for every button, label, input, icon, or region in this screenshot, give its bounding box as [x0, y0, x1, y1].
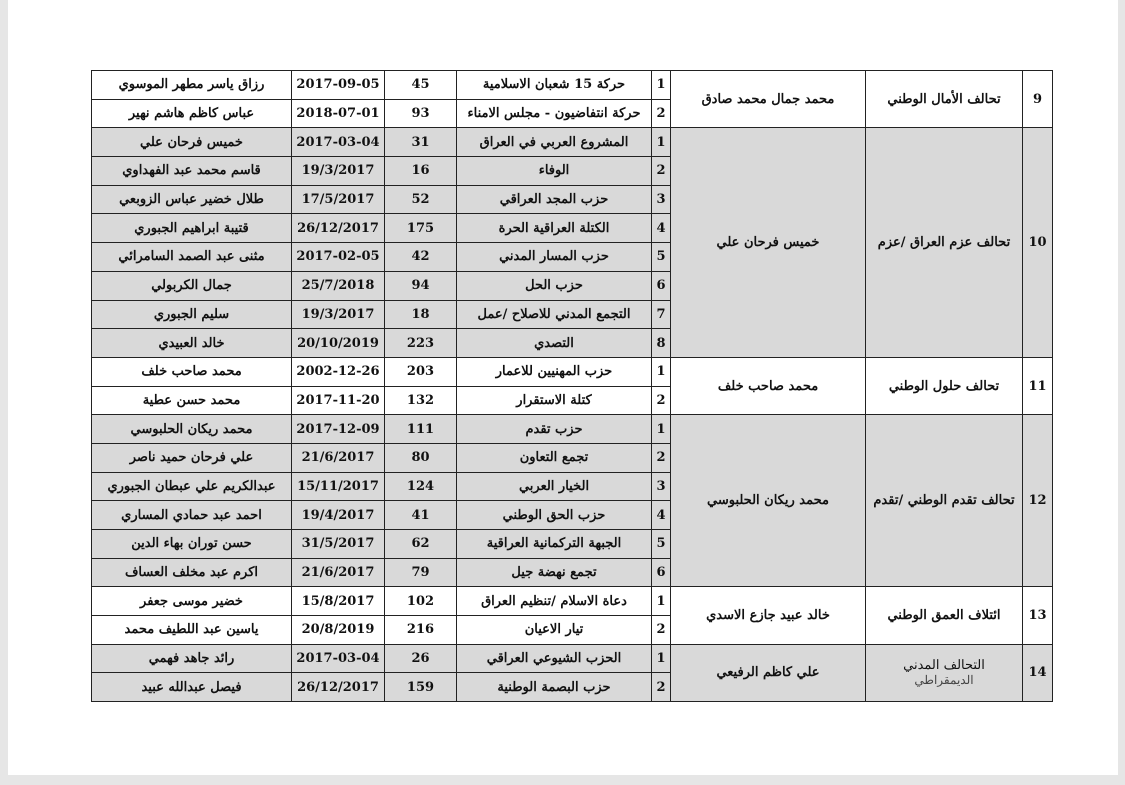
coalition-name-line2: الديمقراطي: [914, 673, 974, 688]
coalition-name-text: تحالف تقدم الوطني /تقدم: [873, 493, 1015, 509]
party-leader: عبدالكريم علي عبطان الجبوري: [92, 472, 292, 501]
registration-date: 20/8/2019: [292, 616, 385, 645]
party-leader: علي فرحان حميد ناصر: [92, 443, 292, 472]
coalition-name: [866, 644, 1023, 701]
coalition-name-text: التحالف المدني: [903, 658, 985, 674]
party-number: 1: [652, 128, 671, 157]
coalition-leader: محمد صاحب خلف: [671, 357, 866, 414]
party-leader: مثنى عبد الصمد السامرائي: [92, 243, 292, 272]
party-name: حزب المجد العراقي: [457, 185, 652, 214]
party-number: 2: [652, 386, 671, 415]
registration-date: 19/3/2017: [292, 300, 385, 329]
registration-date: 21/6/2017: [292, 558, 385, 587]
party-leader: محمد حسن عطية: [92, 386, 292, 415]
party-name: دعاة الاسلام /تنظيم العراق: [457, 587, 652, 616]
party-leader: ياسين عبد اللطيف محمد: [92, 616, 292, 645]
party-name: الحزب الشيوعي العراقي: [457, 644, 652, 673]
coalition-leader: محمد جمال محمد صادق: [671, 71, 866, 128]
party-number: 1: [652, 415, 671, 444]
registration-number: 94: [385, 271, 457, 300]
document-page: [8, 0, 1118, 775]
registration-number: 41: [385, 501, 457, 530]
coalition-index: 13: [1023, 587, 1053, 644]
registration-number: 132: [385, 386, 457, 415]
registration-date: 17/5/2017: [292, 185, 385, 214]
party-number: 3: [652, 185, 671, 214]
party-name: الوفاء: [457, 157, 652, 186]
party-name: تجمع التعاون: [457, 443, 652, 472]
party-leader: محمد صاحب خلف: [92, 357, 292, 386]
party-name: المشروع العربي في العراق: [457, 128, 652, 157]
coalitions-table: [91, 70, 1053, 702]
registration-date: 19/4/2017: [292, 501, 385, 530]
registration-number: 223: [385, 329, 457, 358]
coalition-index: 14: [1023, 644, 1053, 701]
party-leader: سليم الجبوري: [92, 300, 292, 329]
party-leader: جمال الكربولي: [92, 271, 292, 300]
registration-number: 18: [385, 300, 457, 329]
party-leader: رزاق ياسر مطهر الموسوي: [92, 71, 292, 100]
party-name: تجمع نهضة جيل: [457, 558, 652, 587]
coalition-leader: خميس فرحان علي: [671, 128, 866, 358]
coalition-index: 10: [1023, 128, 1053, 358]
coalition-leader: خالد عبيد جازع الاسدي: [671, 587, 866, 644]
party-name: حزب تقدم: [457, 415, 652, 444]
registration-number: 93: [385, 99, 457, 128]
table-row: [92, 71, 1053, 100]
table-body: [92, 71, 1053, 702]
registration-date: 26/12/2017: [292, 214, 385, 243]
registration-number: 26: [385, 644, 457, 673]
party-number: 2: [652, 673, 671, 702]
party-number: 1: [652, 357, 671, 386]
party-number: 1: [652, 71, 671, 100]
registration-number: 203: [385, 357, 457, 386]
registration-number: 52: [385, 185, 457, 214]
registration-date: 20/10/2019: [292, 329, 385, 358]
party-number: 6: [652, 558, 671, 587]
coalition-name: [866, 71, 1023, 128]
registration-number: 159: [385, 673, 457, 702]
party-number: 2: [652, 616, 671, 645]
registration-number: 42: [385, 243, 457, 272]
table-row: [92, 644, 1053, 673]
table-row: [92, 587, 1053, 616]
party-number: 4: [652, 501, 671, 530]
party-number: 6: [652, 271, 671, 300]
party-number: 4: [652, 214, 671, 243]
registration-number: 102: [385, 587, 457, 616]
registration-number: 16: [385, 157, 457, 186]
coalition-name-text: ائتلاف العمق الوطني: [887, 608, 1001, 624]
registration-date: 31/5/2017: [292, 530, 385, 559]
party-name: حزب البصمة الوطنية: [457, 673, 652, 702]
table-row: [92, 357, 1053, 386]
party-number: 5: [652, 530, 671, 559]
party-name: حزب الحل: [457, 271, 652, 300]
party-leader: خميس فرحان علي: [92, 128, 292, 157]
registration-date: 2017-03-04: [292, 128, 385, 157]
coalition-name-text: تحالف عزم العراق /عزم: [877, 235, 1011, 251]
party-number: 2: [652, 99, 671, 128]
party-leader: محمد ريكان الحلبوسي: [92, 415, 292, 444]
party-number: 1: [652, 644, 671, 673]
coalition-name: [866, 587, 1023, 644]
registration-date: 25/7/2018: [292, 271, 385, 300]
registration-number: 45: [385, 71, 457, 100]
registration-number: 31: [385, 128, 457, 157]
party-number: 1: [652, 587, 671, 616]
party-name: الخيار العربي: [457, 472, 652, 501]
coalition-index: 9: [1023, 71, 1053, 128]
coalition-leader: علي كاظم الرفيعي: [671, 644, 866, 701]
registration-date: 2018-07-01: [292, 99, 385, 128]
registration-date: 2017-02-05: [292, 243, 385, 272]
registration-date: 19/3/2017: [292, 157, 385, 186]
coalition-name: [866, 357, 1023, 414]
registration-number: 79: [385, 558, 457, 587]
party-name: الكتلة العراقية الحرة: [457, 214, 652, 243]
party-name: حركة 15 شعبان الاسلامية: [457, 71, 652, 100]
coalition-leader: محمد ريكان الحلبوسي: [671, 415, 866, 587]
party-number: 5: [652, 243, 671, 272]
registration-number: 175: [385, 214, 457, 243]
party-name: التجمع المدني للاصلاح /عمل: [457, 300, 652, 329]
party-number: 8: [652, 329, 671, 358]
registration-date: 2002-12-26: [292, 357, 385, 386]
party-leader: احمد عبد حمادي المساري: [92, 501, 292, 530]
registration-date: 15/8/2017: [292, 587, 385, 616]
party-number: 3: [652, 472, 671, 501]
registration-number: 80: [385, 443, 457, 472]
party-leader: قاسم محمد عبد الفهداوي: [92, 157, 292, 186]
registration-date: 15/11/2017: [292, 472, 385, 501]
party-leader: خضير موسى جعفر: [92, 587, 292, 616]
registration-number: 62: [385, 530, 457, 559]
coalition-index: 11: [1023, 357, 1053, 414]
party-leader: عباس كاظم هاشم نهير: [92, 99, 292, 128]
party-leader: قتيبة ابراهيم الجبوري: [92, 214, 292, 243]
party-name: حزب الحق الوطني: [457, 501, 652, 530]
party-number: 2: [652, 157, 671, 186]
coalition-name: [866, 128, 1023, 358]
party-name: حركة انتفاضيون - مجلس الامناء: [457, 99, 652, 128]
party-number: 2: [652, 443, 671, 472]
party-leader: فيصل عبدالله عبيد: [92, 673, 292, 702]
party-leader: حسن توران بهاء الدين: [92, 530, 292, 559]
party-name: حزب المسار المدني: [457, 243, 652, 272]
party-leader: رائد جاهد فهمي: [92, 644, 292, 673]
party-name: الجبهة التركمانية العراقية: [457, 530, 652, 559]
registration-date: 2017-11-20: [292, 386, 385, 415]
party-leader: طلال خضير عباس الزوبعي: [92, 185, 292, 214]
coalition-name-text: تحالف حلول الوطني: [888, 378, 1000, 394]
party-leader: اكرم عبد مخلف العساف: [92, 558, 292, 587]
party-name: كتلة الاستقرار: [457, 386, 652, 415]
party-leader: خالد العبيدي: [92, 329, 292, 358]
registration-date: 26/12/2017: [292, 673, 385, 702]
registration-number: 216: [385, 616, 457, 645]
coalition-index: 12: [1023, 415, 1053, 587]
registration-number: 124: [385, 472, 457, 501]
party-name: التصدي: [457, 329, 652, 358]
registration-date: 2017-09-05: [292, 71, 385, 100]
coalition-name-text: تحالف الأمال الوطني: [887, 91, 1001, 107]
registration-date: 21/6/2017: [292, 443, 385, 472]
party-name: حزب المهنيين للاعمار: [457, 357, 652, 386]
table-row: [92, 128, 1053, 157]
coalition-name: [866, 415, 1023, 587]
registration-number: 111: [385, 415, 457, 444]
table-row: [92, 415, 1053, 444]
party-number: 7: [652, 300, 671, 329]
party-name: تيار الاعيان: [457, 616, 652, 645]
registration-date: 2017-12-09: [292, 415, 385, 444]
registration-date: 2017-03-04: [292, 644, 385, 673]
